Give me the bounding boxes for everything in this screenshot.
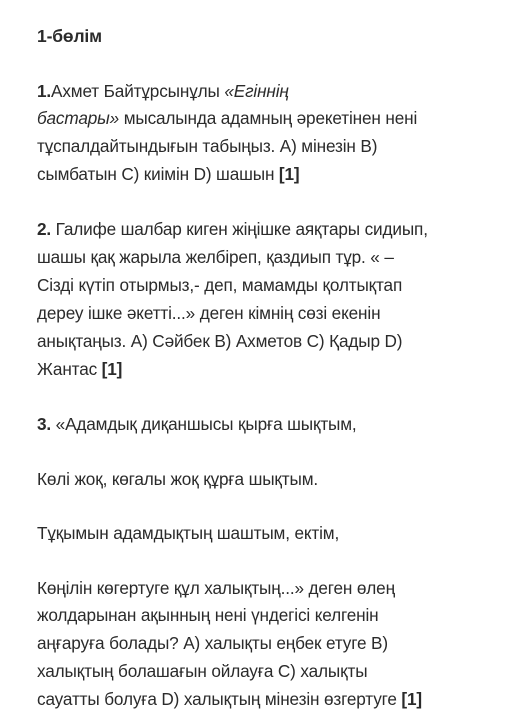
q1-line-3: тұспалдайтындығын табыңыз. А) мінезін В) bbox=[37, 136, 378, 156]
q2-line-1-text: Галифе шалбар киген жіңішке аяқтары сидиып, bbox=[51, 219, 428, 239]
q1-line-4-text: сымбатын С) киімін D) шашын bbox=[37, 164, 279, 184]
q2-score-mark: [1] bbox=[101, 359, 123, 379]
q3-line-6: аңғаруға болады? А) халықты еңбек етуге В) bbox=[37, 633, 388, 653]
q2-line-2: шашы қақ жарыла желбіреп, қаздиып тұр. « – bbox=[37, 247, 394, 267]
q3-poem-line-4: Көңілін көгертуге құл халықтың...» деген өлең bbox=[37, 578, 395, 598]
q3-score-mark: [1] bbox=[401, 689, 422, 709]
q1-work-title-part-1: «Егіннің bbox=[224, 81, 289, 101]
q2-line-6 bbox=[37, 361, 122, 378]
q1-line-2 bbox=[37, 110, 417, 127]
q2-number: 2. bbox=[37, 219, 52, 239]
q3-line-7: халықтың болашағын ойлауға С) халықты bbox=[37, 661, 368, 681]
section-title: 1-бөлім bbox=[37, 26, 102, 46]
q3-line-1 bbox=[37, 416, 357, 433]
q2-line-3: Сізді күтіп отырмыз,- деп, мамамды қолтықтап bbox=[37, 275, 403, 295]
q2-line-1 bbox=[37, 221, 428, 238]
q3-poem-line-3: Тұқымын адамдықтың шаштым, ектім, bbox=[37, 523, 340, 543]
q1-number: 1. bbox=[37, 81, 52, 101]
q1-line-1-text: Ахмет Байтұрсынұлы bbox=[51, 81, 225, 101]
q2-line-4: дереу ішке әкетті...» деген кімнің сөзі екенін bbox=[37, 303, 381, 323]
q3-number: 3. bbox=[37, 414, 52, 434]
q1-line-1 bbox=[37, 83, 289, 100]
q3-line-5: жолдарынан ақынның нені үндегісі келгенін bbox=[37, 605, 379, 625]
q3-line-8-text: сауатты болуға D) халықтың мінезін өзгертуге bbox=[37, 689, 402, 709]
q1-score-mark: [1] bbox=[278, 164, 300, 184]
q3-poem-line-2: Көлі жоқ, көгалы жоқ құрға шықтым. bbox=[37, 469, 319, 489]
q1-line-2-text: мысалында адамның әрекетінен нені bbox=[119, 108, 418, 128]
q3-line-1-text: «Адамдық диқаншысы қырға шықтым, bbox=[51, 414, 357, 434]
q3-line-8 bbox=[37, 691, 422, 708]
q2-line-6-text: Жантас bbox=[37, 359, 102, 379]
q1-work-title-part-2: бастары» bbox=[37, 108, 120, 128]
q2-line-5: анықтаңыз. А) Сәйбек В) Ахметов С) Қадыр D) bbox=[37, 331, 403, 351]
q1-line-4 bbox=[37, 166, 299, 183]
